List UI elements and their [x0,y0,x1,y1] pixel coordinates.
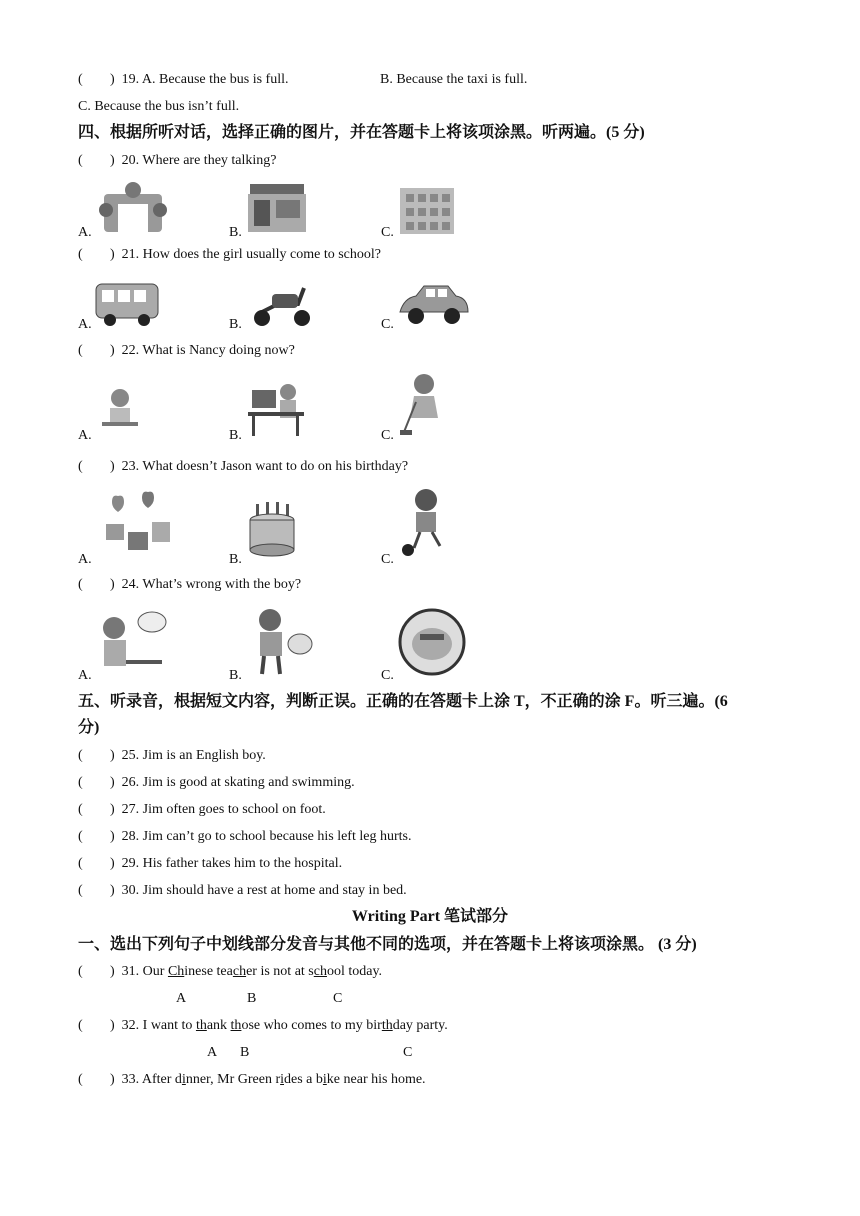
paren: ( [78,72,83,87]
q20-label-a: A. [78,225,92,240]
tf-q30: ) 30. Jim should have a rest at home and stay in bed. [110,883,407,898]
tf-q27: ) 27. Jim often goes to school on foot. [110,802,326,817]
car-icon [394,280,472,328]
sick-face-icon [398,608,468,676]
q20-question: ) 20. Where are they talking? [110,153,277,168]
scooter-icon [248,274,314,328]
paren: ( [78,343,83,358]
tf-q29: ) 29. His father takes him to the hospital. [110,856,343,871]
writing-part-title: Writing Part 笔试部分 [351,908,509,925]
tf-q28: ) 28. Jim can’t go to school because his left leg hurts. [110,829,412,844]
q23-question: ) 23. What doesn’t Jason want to do on his birthday? [110,459,409,474]
q23-label-b: B. [229,552,242,567]
bookshop-icon [246,180,308,234]
park-gate-icon [96,180,170,234]
q31-letter-b: B [247,991,257,1006]
q32-letter-c: C [403,1045,413,1060]
paren: ( [78,856,83,871]
drawing-girl-icon [98,386,142,440]
paren: ( [78,775,83,790]
q31-sentence: ) 31. Our Chinese teacher is not at school today. [110,964,383,979]
football-boy-icon [400,486,450,558]
q24-label-b: B. [229,668,242,683]
q32-sentence: ) 32. I want to thank those who comes to my birthday party. [110,1018,448,1033]
hospital-icon [396,180,458,236]
paren: ( [78,802,83,817]
paren: ( [78,577,83,592]
birthday-cake-icon [246,498,298,562]
q21-question: ) 21. How does the girl usually come to school? [110,247,382,262]
q22-label-a: A. [78,428,92,443]
paren: ( [78,964,83,979]
paren: ( [78,153,83,168]
q24-label-a: A. [78,668,92,683]
q21-label-c: C. [381,317,394,332]
q19-option-c: C. Because the bus isn’t full. [78,99,240,114]
q21-label-b: B. [229,317,242,332]
q24-question: ) 24. What’s wrong with the boy? [110,577,302,592]
tf-q26: ) 26. Jim is good at skating and swimming. [110,775,355,790]
section-5-title-cont: 分) [78,719,100,736]
stomachache-boy-icon [246,606,316,678]
tf-q25: ) 25. Jim is an English boy. [110,748,266,763]
q20-label-c: C. [381,225,394,240]
computer-girl-icon [246,380,306,438]
q31-letter-c: C [333,991,343,1006]
q19-option-a: ) 19. A. Because the bus is full. [110,72,289,87]
q32-letter-b: B [240,1045,250,1060]
party-presents-icon [98,488,176,558]
bus-icon [92,278,162,328]
section-1-title: 一、选出下列句子中划线部分发音与其他不同的选项，并在答题卡上将该项涂黑。 (3 分) [78,936,697,953]
q22-question: ) 22. What is Nancy doing now? [110,343,295,358]
paren: ( [78,883,83,898]
q24-label-c: C. [381,668,394,683]
section-4-title: 四、根据所听对话，选择正确的图片，并在答题卡上将该项涂黑。听两遍。(5 分) [78,124,645,141]
q23-label-a: A. [78,552,92,567]
toothache-boy-icon [96,608,170,678]
section-5-title: 五、听录音，根据短文内容，判断正误。正确的在答题卡上涂 T，不正确的涂 F。听三遍。(6 [78,693,728,710]
paren: ( [78,829,83,844]
q22-label-c: C. [381,428,394,443]
q33-sentence: ) 33. After dinner, Mr Green rides a bike near his home. [110,1072,426,1087]
q31-letter-a: A [176,991,187,1006]
paren: ( [78,459,83,474]
sweeping-girl-icon [398,372,448,438]
paren: ( [78,748,83,763]
paren: ( [78,247,83,262]
q20-label-b: B. [229,225,242,240]
paren: ( [78,1072,83,1087]
q22-label-b: B. [229,428,242,443]
q32-letter-a: A [207,1045,218,1060]
q21-label-a: A. [78,317,92,332]
q19-option-b: B. Because the taxi is full. [380,72,528,87]
paren: ( [78,1018,83,1033]
q23-label-c: C. [381,552,394,567]
